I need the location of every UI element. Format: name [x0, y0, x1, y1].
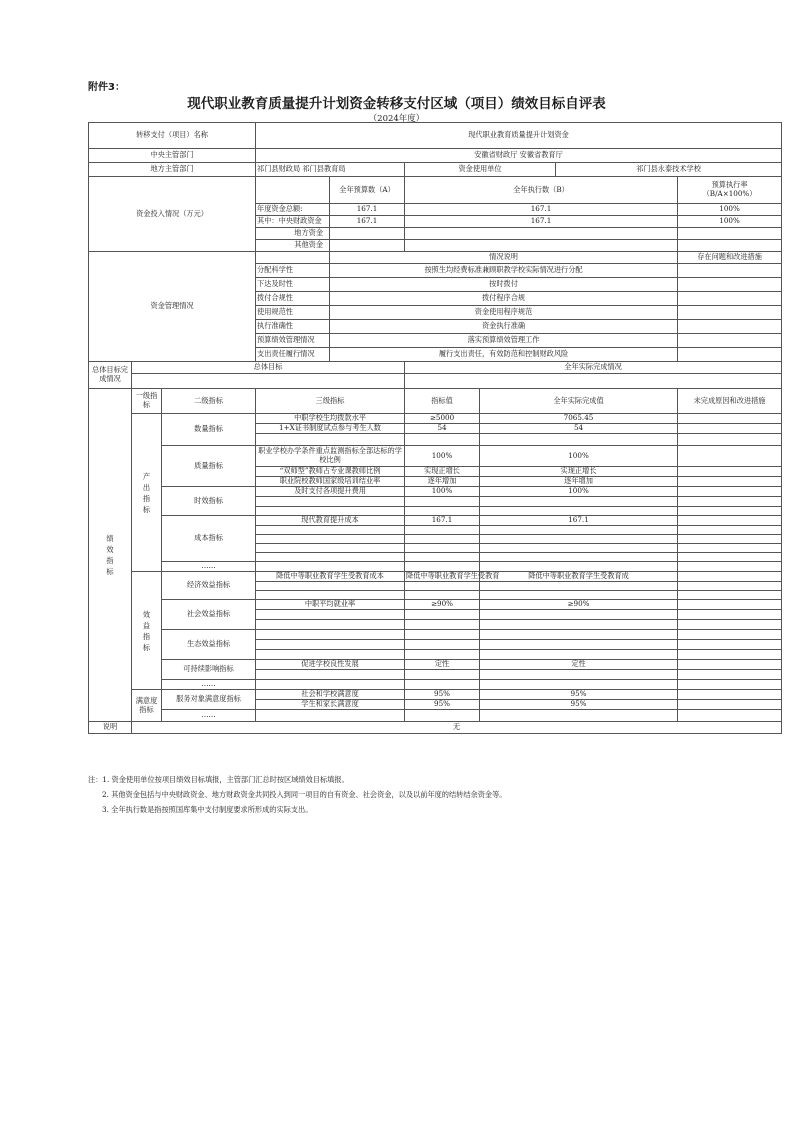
c1-name: 现代教育提升成本 — [256, 516, 405, 526]
satisfaction-ellipsis: …… — [162, 710, 256, 722]
ql2-reason — [678, 467, 782, 477]
sat3-name — [256, 710, 405, 722]
eco2-reason — [678, 640, 782, 650]
e3-value — [405, 591, 480, 600]
c4-actual — [480, 544, 678, 553]
c5-actual — [480, 553, 678, 562]
page-title: 现代职业教育质量提升计划资金转移支付区域（项目）绩效目标自评表 — [187, 96, 606, 112]
c4-value — [405, 544, 480, 553]
table-row — [89, 252, 782, 264]
overall-actual-header: 全年实际完成情况 — [405, 362, 782, 374]
e3-reason — [678, 591, 782, 600]
c2-actual — [480, 526, 678, 535]
funds-rate-header: 预算执行率 （B/A×100%） — [678, 177, 782, 204]
reason-header: 未完成原因和改进措施 — [678, 389, 782, 414]
table-row — [89, 389, 782, 414]
q3-reason — [678, 434, 782, 446]
mgmt-performance-label: 预算绩效管理情况 — [256, 334, 330, 348]
sat1-name: 社会和学校满意度 — [256, 690, 405, 700]
sat1-actual: 95% — [480, 690, 678, 700]
sat2-reason — [678, 700, 782, 710]
quality-indicator-label: 质量指标 — [162, 446, 256, 487]
social-indicator-label: 社会效益指标 — [162, 600, 256, 630]
value-header: 指标值 — [405, 389, 480, 414]
c5-value — [405, 553, 480, 562]
s1-name: 中职平均就业率 — [256, 600, 405, 610]
e2-actual — [480, 582, 678, 591]
economic-indicator-label: 经济效益指标 — [162, 572, 256, 600]
table-row — [89, 487, 782, 497]
table-row — [89, 149, 782, 163]
q2-reason — [678, 424, 782, 434]
mgmt-allocation-desc: 按照生均经费标准兼顾职教学校实际情况进行分配 — [330, 264, 678, 278]
e2-value — [405, 582, 480, 591]
t3-reason — [678, 507, 782, 516]
su2-reason — [678, 670, 782, 680]
eco2-name — [256, 640, 405, 650]
mgmt-compliance-label: 拨付合规性 — [256, 292, 330, 306]
q3-name — [256, 434, 405, 446]
ql1-name: 职业学校办学条件重点监测指标全部达标的学校比例 — [256, 446, 405, 467]
footnotes — [88, 772, 506, 817]
table-row — [89, 374, 782, 389]
s3-actual — [480, 620, 678, 630]
funds-other-exec — [405, 240, 678, 252]
ql1-actual: 100% — [480, 446, 678, 467]
eco2-actual — [480, 640, 678, 650]
sat3-actual — [480, 710, 678, 722]
mgmt-usage-label: 使用规范性 — [256, 306, 330, 320]
table-row — [89, 562, 782, 572]
c5-name — [256, 553, 405, 562]
oe-reason — [678, 562, 782, 572]
mgmt-compliance-issue — [678, 292, 782, 306]
funds-total-label: 年度资金总额: — [256, 204, 330, 216]
q1-name: 中职学校生均拨款水平 — [256, 414, 405, 424]
sat1-reason — [678, 690, 782, 700]
e1-value: 降低中等职业教育学生受教育 — [406, 571, 500, 581]
c1-reason — [678, 516, 782, 526]
s3-name — [256, 620, 405, 630]
table-row — [89, 630, 782, 640]
s3-value — [405, 620, 480, 630]
c3-name — [256, 535, 405, 544]
funds-blank-header — [256, 177, 330, 204]
sat3-reason — [678, 710, 782, 722]
funds-total-exec: 167.1 — [405, 204, 678, 216]
cost-indicator-label: 成本指标 — [162, 516, 256, 562]
project-name-label: 转移支付（项目）名称 — [89, 123, 256, 149]
local-dept-value: 祁门县财政局 祁门县教育局 — [256, 163, 405, 177]
performance-section-label: 绩效指标 — [89, 389, 132, 722]
c1-actual: 167.1 — [480, 516, 678, 526]
funds-central-label: 其中：中央财政资金 — [256, 216, 330, 228]
mgmt-allocation-label: 分配科学性 — [256, 264, 330, 278]
q2-name: 1+X证书制度试点参与考生人数 — [256, 424, 405, 434]
s1-value: ≥90% — [405, 600, 480, 610]
ql1-reason — [678, 446, 782, 467]
management-blank-header — [256, 252, 330, 264]
level2-header: 二级指标 — [162, 389, 256, 414]
su2-actual — [480, 670, 678, 680]
oe-actual — [480, 562, 678, 572]
note-1: 注：1. 资金使用单位按项目绩效目标填报，主管部门汇总时按区域绩效目标填报。 — [88, 775, 349, 784]
q1-value: ≥5000 — [405, 414, 480, 424]
table-row — [89, 600, 782, 610]
quantity-indicator-label: 数量指标 — [162, 414, 256, 446]
output-ellipsis: …… — [162, 562, 256, 572]
table-row — [89, 177, 782, 204]
e2-reason — [678, 582, 782, 591]
eco1-actual — [480, 630, 678, 640]
ql3-value: 逐年增加 — [405, 477, 480, 487]
c4-name — [256, 544, 405, 553]
su1-value: 定性 — [405, 660, 480, 670]
s1-reason — [678, 600, 782, 610]
funds-other-label: 其他资金 — [256, 240, 330, 252]
eco1-value — [405, 630, 480, 640]
table-row — [89, 414, 782, 424]
ql3-reason — [678, 477, 782, 487]
note-2: 2. 其他资金包括与中央财政资金、地方财政资金共同投入到同一项目的自有资金、社会资金，以及以前年度的结转结余资金等。 — [102, 790, 507, 799]
timeliness-indicator-label: 时效指标 — [162, 487, 256, 516]
level1-header: 一级指标 — [132, 389, 162, 414]
eco3-value — [405, 650, 480, 660]
eco3-name — [256, 650, 405, 660]
e3-actual — [480, 591, 678, 600]
mgmt-accuracy-label: 执行准确性 — [256, 320, 330, 334]
funds-budget-header: 全年预算数（A） — [330, 177, 405, 204]
t3-name — [256, 507, 405, 516]
management-desc-header: 情况说明 — [330, 252, 678, 264]
q1-actual: 7065.45 — [480, 414, 678, 424]
funds-other-rate — [678, 240, 782, 252]
mgmt-allocation-issue — [678, 264, 782, 278]
e1-actual: 降低中等职业教育学生受教育成 — [480, 572, 678, 582]
overall-actual-value — [405, 374, 782, 389]
funds-local-rate — [678, 228, 782, 240]
eco1-reason — [678, 630, 782, 640]
table-row — [89, 722, 782, 734]
overall-goal-header: 总体目标 — [132, 362, 405, 374]
be-value — [405, 680, 480, 690]
benefit-indicator-label: 效益指标 — [132, 572, 162, 690]
q1-reason — [678, 414, 782, 424]
remark-label: 说明 — [89, 722, 132, 734]
s2-value — [405, 610, 480, 620]
t1-value: 100% — [405, 487, 480, 497]
c3-reason — [678, 535, 782, 544]
ql2-value: 实现正增长 — [405, 467, 480, 477]
note-3: 3. 全年执行数是指按照国库集中支付制度要求所形成的实际支出。 — [102, 805, 313, 814]
satisfaction-indicator-label: 满意度指标 — [132, 690, 162, 722]
table-row — [89, 660, 782, 670]
self-evaluation-table — [88, 122, 782, 734]
c4-reason — [678, 544, 782, 553]
output-indicator-label: 产出指标 — [132, 414, 162, 572]
funds-exec-header: 全年执行数（B） — [405, 177, 678, 204]
report-year: （2024年度） — [368, 114, 425, 124]
be-actual — [480, 680, 678, 690]
mgmt-compliance-desc: 拨付程序合规 — [330, 292, 678, 306]
service-satisfaction-label: 服务对象满意度指标 — [162, 690, 256, 710]
attachment-label: 附件3： — [88, 82, 125, 93]
t3-value — [405, 507, 480, 516]
table-row — [89, 362, 782, 374]
table-row — [89, 710, 782, 722]
table-row — [89, 163, 782, 177]
funds-central-exec: 167.1 — [405, 216, 678, 228]
remark-value: 无 — [132, 722, 782, 734]
c2-reason — [678, 526, 782, 535]
eco2-value — [405, 640, 480, 650]
overall-goal-value — [132, 374, 405, 389]
be-name — [256, 680, 405, 690]
su1-name: 促进学校良性发展 — [256, 660, 405, 670]
su2-value — [405, 670, 480, 680]
e2-name — [256, 582, 405, 591]
sat3-value — [405, 710, 480, 722]
q3-actual — [480, 434, 678, 446]
funds-other-budget — [330, 240, 405, 252]
c3-value — [405, 535, 480, 544]
level3-header: 三级指标 — [256, 389, 405, 414]
sat2-name: 学生和家长满意度 — [256, 700, 405, 710]
su1-reason — [678, 660, 782, 670]
sat2-actual: 95% — [480, 700, 678, 710]
sat1-value: 95% — [405, 690, 480, 700]
funds-section-label: 资金投入情况（万元） — [89, 177, 256, 252]
central-dept-label: 中央主管部门 — [89, 149, 256, 163]
funds-central-rate: 100% — [678, 216, 782, 228]
t1-actual: 100% — [480, 487, 678, 497]
funds-total-budget: 167.1 — [330, 204, 405, 216]
table-row — [89, 690, 782, 700]
management-issue-header: 存在问题和改进措施 — [678, 252, 782, 264]
overall-label: 总体目标完成情况 — [89, 362, 132, 389]
funds-local-budget — [330, 228, 405, 240]
table-row — [89, 516, 782, 526]
s2-actual — [480, 610, 678, 620]
mgmt-timeliness-issue — [678, 278, 782, 292]
sat2-value: 95% — [405, 700, 480, 710]
mgmt-responsibility-label: 支出责任履行情况 — [256, 348, 330, 362]
c1-value: 167.1 — [405, 516, 480, 526]
funds-local-label: 地方资金 — [256, 228, 330, 240]
eco1-name — [256, 630, 405, 640]
mgmt-timeliness-desc: 按时拨付 — [330, 278, 678, 292]
mgmt-responsibility-issue — [678, 348, 782, 362]
t1-name: 及时支付各项提升费用 — [256, 487, 405, 497]
t2-actual — [480, 497, 678, 507]
funds-total-rate: 100% — [678, 204, 782, 216]
mgmt-timeliness-label: 下达及时性 — [256, 278, 330, 292]
t2-reason — [678, 497, 782, 507]
table-row — [89, 680, 782, 690]
sustainable-indicator-label: 可持续影响指标 — [162, 660, 256, 680]
oe-name — [256, 562, 405, 572]
s2-reason — [678, 610, 782, 620]
funds-central-budget: 167.1 — [330, 216, 405, 228]
q2-actual: 54 — [480, 424, 678, 434]
mgmt-usage-desc: 资金使用程序规范 — [330, 306, 678, 320]
e3-name — [256, 591, 405, 600]
t1-reason — [678, 487, 782, 497]
ql2-name: “双师型”教师占专业课教师比例 — [256, 467, 405, 477]
eco3-reason — [678, 650, 782, 660]
table-row — [89, 572, 782, 582]
benefit-ellipsis: …… — [162, 680, 256, 690]
t2-value — [405, 497, 480, 507]
mgmt-usage-issue — [678, 306, 782, 320]
q2-value: 54 — [405, 424, 480, 434]
c5-reason — [678, 553, 782, 562]
ql3-name: 职业院校教师国家级培训结业率 — [256, 477, 405, 487]
fund-user-value: 祁门县永泰技术学校 — [556, 163, 782, 177]
e1-reason — [678, 572, 782, 582]
q3-value — [405, 434, 480, 446]
oe-value — [405, 562, 480, 572]
mgmt-accuracy-desc: 资金执行准确 — [330, 320, 678, 334]
fund-user-label: 资金使用单位 — [405, 163, 556, 177]
be-reason — [678, 680, 782, 690]
mgmt-performance-desc: 落实预算绩效管理工作 — [330, 334, 678, 348]
mgmt-accuracy-issue — [678, 320, 782, 334]
funds-local-exec — [405, 228, 678, 240]
c3-actual — [480, 535, 678, 544]
central-dept-value: 安徽省财政厅 安徽省教育厅 — [256, 149, 782, 163]
s1-actual: ≥90% — [480, 600, 678, 610]
t3-actual — [480, 507, 678, 516]
table-row — [89, 446, 782, 467]
mgmt-performance-issue — [678, 334, 782, 348]
s3-reason — [678, 620, 782, 630]
s2-name — [256, 610, 405, 620]
project-name-value: 现代职业教育质量提升计划资金 — [256, 123, 782, 149]
c2-value — [405, 526, 480, 535]
local-dept-label: 地方主管部门 — [89, 163, 256, 177]
c2-name — [256, 526, 405, 535]
ecological-indicator-label: 生态效益指标 — [162, 630, 256, 660]
su2-name — [256, 670, 405, 680]
ql1-value: 100% — [405, 446, 480, 467]
ql3-actual: 逐年增加 — [480, 477, 678, 487]
eco3-actual — [480, 650, 678, 660]
t2-name — [256, 497, 405, 507]
mgmt-responsibility-desc: 履行支出责任，有效防范和控制财政风险 — [330, 348, 678, 362]
e1-name: 降低中等职业教育学生受教育成本 — [256, 572, 405, 582]
management-section-label: 资金管理情况 — [89, 252, 256, 362]
actual-header: 全年实际完成值 — [480, 389, 678, 414]
ql2-actual: 实现正增长 — [480, 467, 678, 477]
table-row — [89, 123, 782, 149]
su1-actual: 定性 — [480, 660, 678, 670]
